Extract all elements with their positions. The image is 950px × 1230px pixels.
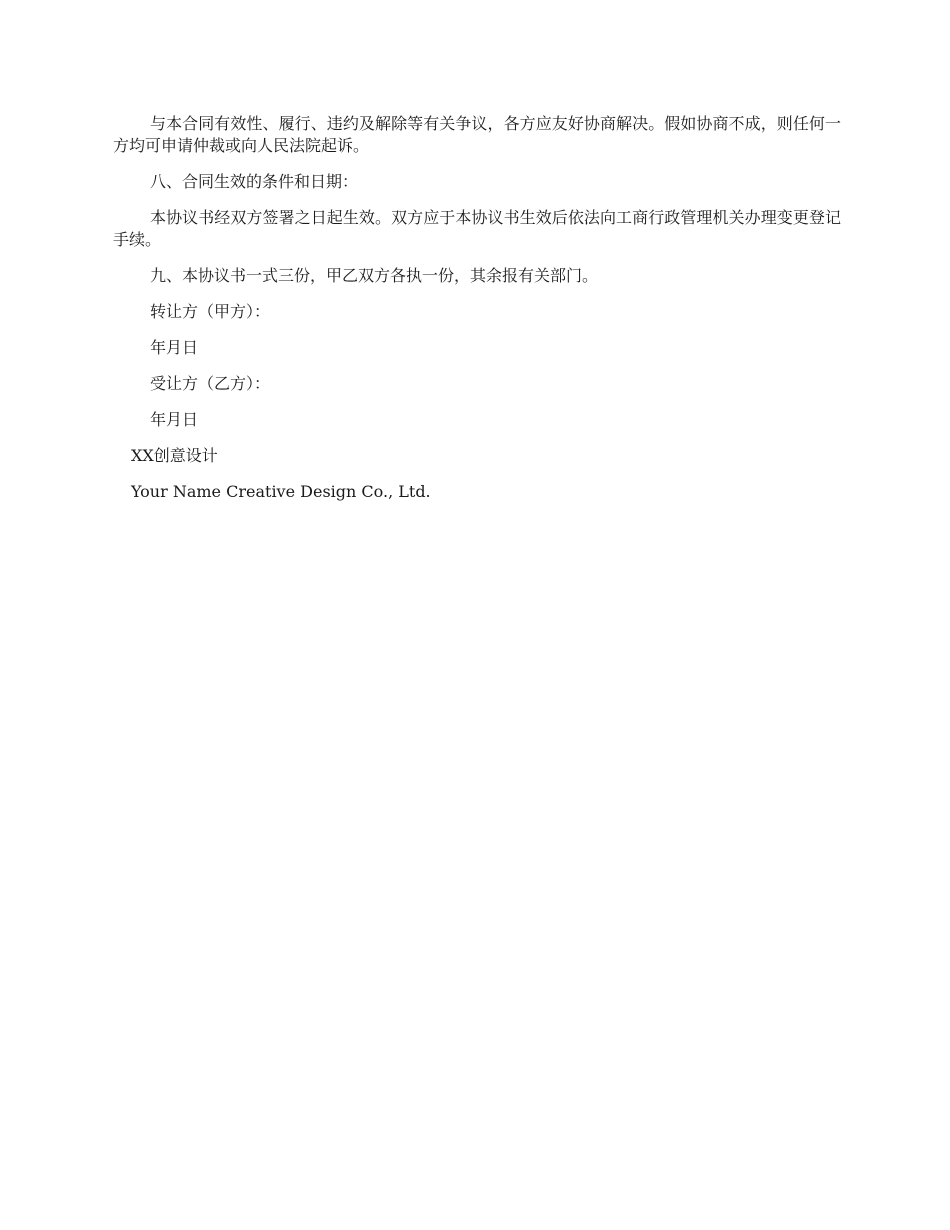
party-a-date: 年月日: [150, 338, 199, 357]
section-8-heading: 八、合同生效的条件和日期：: [150, 172, 359, 191]
party-b-date: 年月日: [150, 410, 199, 429]
company-name-cn: XX创意设计: [131, 446, 218, 465]
dispute-resolution-paragraph: 与本合同有效性、履行、违约及解除等有关争议，各方应友好协商解决。假如协商不成，则任何一方均可申请仲裁或向人民法院起诉。: [113, 114, 841, 155]
document-body: [113, 113, 841, 517]
party-a-signature-label: 转让方（甲方）：: [150, 302, 271, 321]
effective-date-paragraph: 本协议书经双方签署之日起生效。双方应于本协议书生效后依法向工商行政管理机关办理变更登记手续。: [113, 208, 841, 249]
party-b-signature-label: 受让方（乙方）：: [150, 374, 271, 393]
company-name-en: Your Name Creative Design Co., Ltd.: [131, 482, 431, 501]
section-9-paragraph: 九、本协议书一式三份，甲乙双方各执一份，其余报有关部门。: [150, 266, 599, 285]
